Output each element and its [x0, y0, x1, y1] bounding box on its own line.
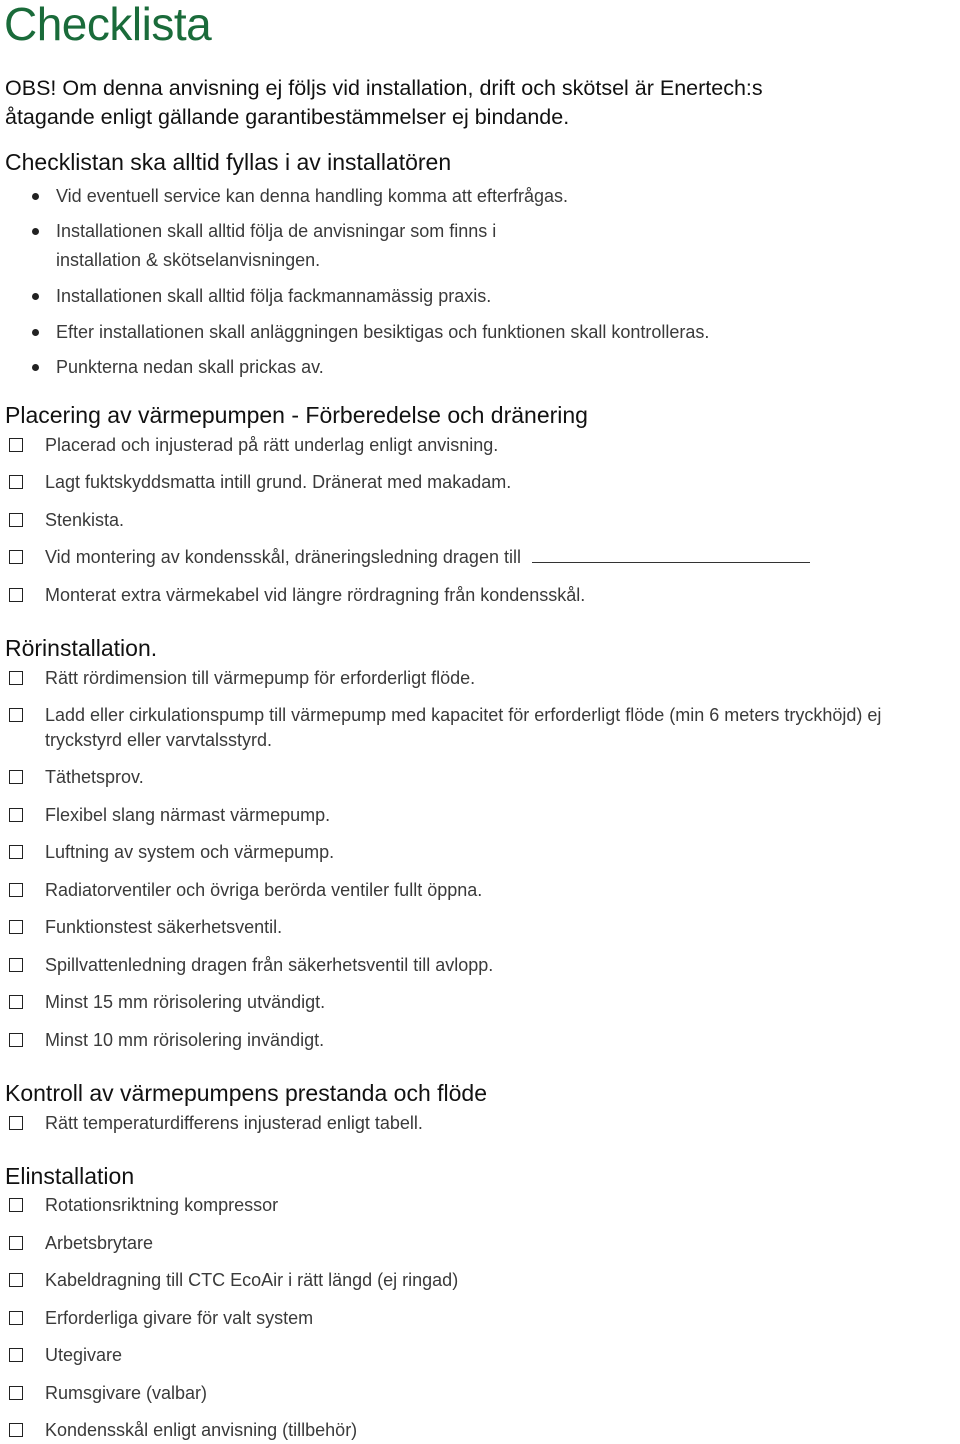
checklist-item: [45, 665, 475, 691]
bullet-dot-icon: [32, 329, 39, 336]
checklist-item-text: Erforderliga givare för valt system: [45, 1308, 314, 1328]
checklist-item-text: Stenkista.: [45, 510, 125, 530]
checkbox[interactable]: [9, 1236, 23, 1250]
checklist-item: [45, 764, 144, 790]
checkbox[interactable]: [9, 1423, 23, 1437]
obs-notice-line-2: åtagande enligt gällande garantibestämmelser ej bindande.: [5, 105, 570, 129]
ror-heading: Rörinstallation.: [5, 635, 158, 661]
checkbox[interactable]: [9, 708, 23, 722]
checklist-item: [45, 1230, 153, 1256]
checklist-item: [45, 1110, 423, 1136]
checklist-item-text: Ladd eller cirkulationspump till värmepump med kapacitet för erforderligt flöde (min 6 meters tryckhöjd) ej: [45, 705, 882, 725]
checklist-item-text: Lagt fuktskyddsmatta intill grund. Dränerat med makadam.: [45, 472, 512, 492]
checklist-item: [45, 469, 511, 495]
intro-bullet-text: Installationen skall alltid följa de anvisningar som finns i: [56, 221, 497, 241]
placering-heading: Placering av värmepumpen - Förberedelse och dränering: [5, 402, 588, 428]
intro-bullet: [56, 318, 709, 347]
checkbox[interactable]: [9, 1348, 23, 1362]
checklist-item: [45, 1267, 458, 1293]
checklist-item: [45, 914, 282, 940]
checklist-item: [45, 582, 585, 608]
checkbox[interactable]: [9, 808, 23, 822]
checklist-item-text: Luftning av system och värmepump.: [45, 842, 335, 862]
el-heading: Elinstallation: [5, 1163, 135, 1189]
checklist-item: [45, 507, 124, 533]
checklist-item: [45, 1342, 122, 1368]
checklist-item-text: Minst 15 mm rörisolering utvändigt.: [45, 992, 326, 1012]
checklist-item: [45, 1027, 324, 1053]
checklist-item-text: Rotationsriktning kompressor: [45, 1195, 279, 1215]
bullet-dot-icon: [32, 293, 39, 300]
checklist-item: [45, 952, 493, 978]
page-title: Checklista: [4, 0, 212, 50]
checklist-item: [45, 1417, 357, 1443]
checkbox[interactable]: [9, 1198, 23, 1212]
checkbox[interactable]: [9, 920, 23, 934]
checklist-item-text: Monterat extra värmekabel vid längre rördragning från kondensskål.: [45, 585, 586, 605]
checklist-item-text: Kondensskål enligt anvisning (tillbehör): [45, 1420, 358, 1440]
checklist-item: [45, 544, 810, 570]
checklist-item: [45, 1305, 313, 1331]
checklist-item-text: Radiatorventiler och övriga berörda ventiler fullt öppna.: [45, 880, 483, 900]
intro-bullet-text: Vid eventuell service kan denna handling komma att efterfrågas.: [56, 186, 568, 206]
checklist-item: [45, 702, 881, 728]
checkbox[interactable]: [9, 1311, 23, 1325]
bullet-dot-icon: [32, 364, 39, 371]
checklist-item: [45, 802, 330, 828]
intro-bullet: [56, 282, 491, 311]
checklist-item-text: Rätt temperaturdifferens injusterad enligt tabell.: [45, 1113, 423, 1133]
kontroll-heading: Kontroll av värmepumpens prestanda och flöde: [5, 1080, 488, 1106]
checklist-item-text: Arbetsbrytare: [45, 1233, 154, 1253]
intro-bullet-text: Installationen skall alltid följa fackmannamässig praxis.: [56, 286, 492, 306]
checkbox[interactable]: [9, 995, 23, 1009]
intro-bullet: [56, 217, 496, 246]
checkbox[interactable]: [9, 1033, 23, 1047]
checklist-item: [45, 1192, 278, 1218]
checkbox[interactable]: [9, 1116, 23, 1130]
checkbox[interactable]: [9, 671, 23, 685]
checklist-item: [45, 989, 325, 1015]
checkbox[interactable]: [9, 513, 23, 527]
checkbox[interactable]: [9, 958, 23, 972]
checklist-item-text: Flexibel slang närmast värmepump.: [45, 805, 331, 825]
checklist-item-text: Rumsgivare (valbar): [45, 1383, 208, 1403]
checklist-item-text: Utegivare: [45, 1345, 123, 1365]
checkbox[interactable]: [9, 883, 23, 897]
checkbox[interactable]: [9, 1386, 23, 1400]
checklist-item-text: Kabeldragning till CTC EcoAir i rätt längd (ej ringad): [45, 1270, 459, 1290]
checklist-item-text: Funktionstest säkerhetsventil.: [45, 917, 283, 937]
checklist-item: [45, 839, 334, 865]
bullet-dot-icon: [32, 228, 39, 235]
checkbox[interactable]: [9, 550, 23, 564]
checklist-item-text: Rätt rördimension till värmepump för erforderligt flöde.: [45, 668, 476, 688]
checklist-item-text: Spillvattenledning dragen från säkerhetsventil till avlopp.: [45, 955, 494, 975]
intro-bullet: [56, 182, 568, 211]
checkbox[interactable]: [9, 475, 23, 489]
checklist-item-text: Täthetsprov.: [45, 767, 144, 787]
checklist-item: [45, 877, 482, 903]
checkbox[interactable]: [9, 770, 23, 784]
checklist-item-text: Minst 10 mm rörisolering invändigt.: [45, 1030, 325, 1050]
checklist-item-continuation: tryckstyrd eller varvtalsstyrd.: [45, 730, 273, 750]
checkbox[interactable]: [9, 588, 23, 602]
obs-notice-line-1: OBS! Om denna anvisning ej följs vid installation, drift och skötsel är Enertech:s: [5, 76, 763, 100]
checklist-item-text: Vid montering av kondensskål, dräneringsledning dragen till: [45, 547, 521, 567]
intro-bullet-text: Punkterna nedan skall prickas av.: [56, 357, 324, 377]
intro-heading: Checklistan ska alltid fyllas i av installatören: [5, 149, 452, 175]
checklist-item: [45, 432, 498, 458]
intro-bullet: [56, 353, 324, 382]
checklist-item: [45, 1380, 207, 1406]
checklist-item-text: Placerad och injusterad på rätt underlag enligt anvisning.: [45, 435, 499, 455]
intro-bullet-continuation: installation & skötselanvisningen.: [56, 250, 321, 270]
checkbox[interactable]: [9, 1273, 23, 1287]
bullet-dot-icon: [32, 193, 39, 200]
checkbox[interactable]: [9, 438, 23, 452]
intro-bullet-text: Efter installationen skall anläggningen besiktigas och funktionen skall kontrolleras.: [56, 322, 710, 342]
checkbox[interactable]: [9, 845, 23, 859]
fill-in-line[interactable]: [532, 544, 810, 563]
